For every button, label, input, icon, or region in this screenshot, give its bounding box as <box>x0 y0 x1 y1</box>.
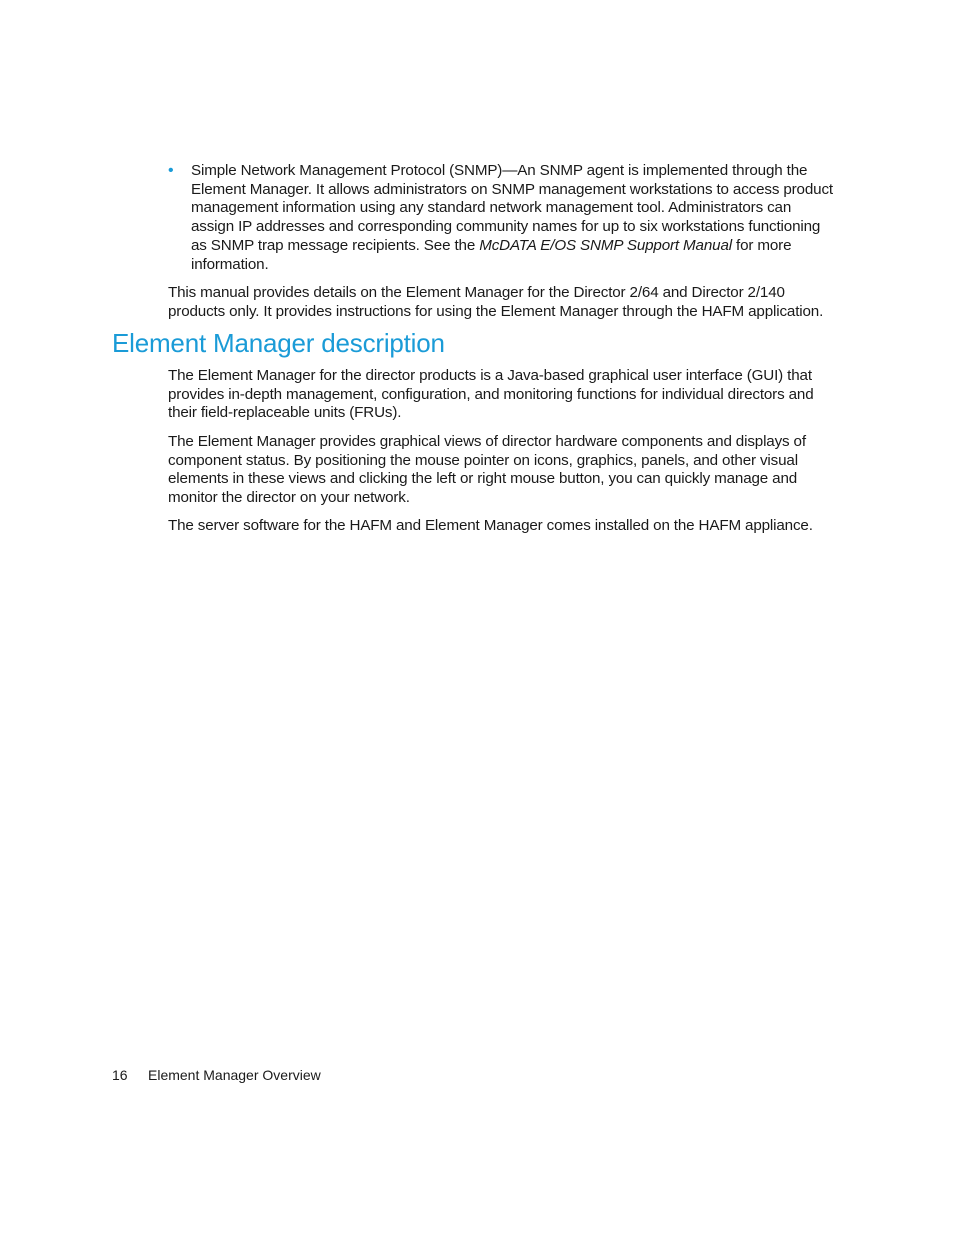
bullet-text-end: for more information. <box>191 236 792 273</box>
description-paragraph-3: The server software for the HAFM and Element Manager comes installed on the HAFM appliance. <box>168 517 813 534</box>
description-paragraph-1: The Element Manager for the director products is a Java-based graphical user interface (GUI) that provides in-depth management, configuration, and monitoring functions for individual directors and their field-replaceable units (FRUs). <box>168 367 814 422</box>
snmp-bullet-item <box>168 162 838 274</box>
page-number: 16 <box>112 1067 128 1083</box>
chapter-title: Element Manager Overview <box>148 1067 321 1083</box>
description-paragraph-2: The Element Manager provides graphical views of director hardware components and displays of component status. By positioning the mouse pointer on icons, graphics, panels, and other visual elements in these views and clicking the left or right mouse button, you can quickly manage and monitor the director on your network. <box>168 433 806 507</box>
section-heading: Element Manager description <box>112 328 445 358</box>
bullet-icon: • <box>168 162 174 179</box>
bullet-text-start: Simple Network Management Protocol (SNMP)—An SNMP agent is implemented through the Element Manager. It allows administrators on SNMP management workstations to access product management information using any standard network management tool. Administrators can assign IP addresses and corresponding community names for up to six workstations functioning as SNMP trap message recipients. See the <box>191 162 833 254</box>
bullet-text <box>191 162 838 274</box>
manual-title-italic: McDATA E/OS SNMP Support Manual <box>479 236 732 254</box>
intro-paragraph: This manual provides details on the Element Manager for the Director 2/64 and Director 2/140 products only. It provides instructions for using the Element Manager through the HAFM application. <box>168 284 824 320</box>
page-footer <box>112 1066 321 1084</box>
